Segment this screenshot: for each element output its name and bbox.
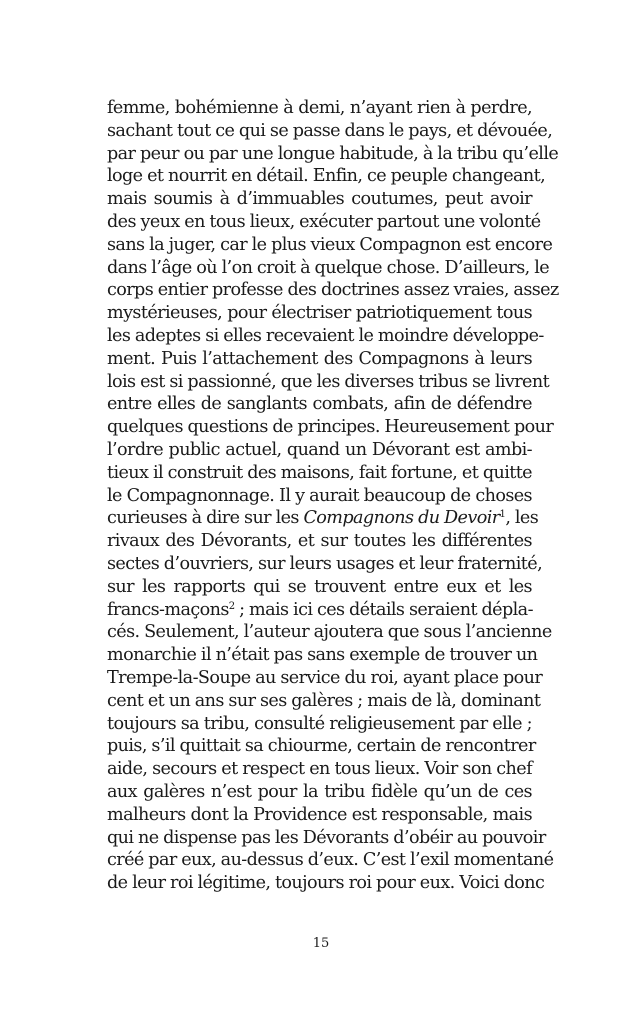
text-line: cent et un ans sur ses galères ; mais de là, dominant	[107, 690, 541, 711]
text-line: malheurs dont la Providence est responsable, mais	[107, 804, 532, 825]
text-run: curieuses à dire sur les	[107, 508, 304, 529]
body-text	[107, 97, 559, 895]
text-line: sans la juger, car le plus vieux Compagnon est encore	[107, 234, 553, 255]
text-line: tieux il construit des maisons, fait fortune, et quitte	[107, 462, 532, 483]
text-line: ment. Puis l’attachement des Compagnons à leurs	[107, 348, 532, 369]
text-line: mais soumis à d’immuables coutumes, peut avoir	[107, 189, 532, 210]
text-line: loge et nourrit en détail. Enfin, ce peuple changeant,	[107, 166, 546, 187]
text-line: par peur ou par une longue habitude, à la tribu qu’elle	[107, 143, 559, 164]
footnote-marker[interactable]: 2	[228, 600, 235, 612]
text-run: francs-maçons	[107, 599, 229, 620]
text-line: lois est si passionné, que les diverses tribus se livrent	[107, 371, 550, 392]
text-line: dans l’âge où l’on croit à quelque chose. D’ailleurs, le	[107, 257, 550, 278]
italic-title: Compagnons du Devoir	[303, 508, 500, 529]
text-line: l’ordre public actuel, quand un Dévorant est ambi-	[107, 439, 532, 460]
text-line: aux galères n’est pour la tribu fidèle qu’un de ces	[107, 781, 532, 802]
text-line: toujours sa tribu, consulté religieusement par elle ;	[107, 713, 532, 734]
text-line: quelques questions de principes. Heureusement pour	[107, 417, 554, 438]
text-line: puis, s’il quittait sa chiourme, certain de rencontrer	[107, 736, 536, 757]
text-line: de leur roi légitime, toujours roi pour eux. Voici donc	[107, 873, 545, 894]
text-line: qui ne dispense pas les Dévorants d’obéir au pouvoir	[107, 827, 546, 848]
text-line: entre elles de sanglants combats, afin de défendre	[107, 394, 532, 415]
page-number: 15	[312, 936, 330, 951]
text-line: le Compagnonnage. Il y aurait beaucoup de choses	[107, 485, 532, 506]
text-line: des yeux en tous lieux, exécuter partout une volonté	[107, 211, 541, 232]
text-run: ; mais ici ces détails seraient dépla-	[234, 599, 533, 620]
footnote-marker[interactable]: 1	[499, 509, 506, 521]
text-line: cés. Seulement, l’auteur ajoutera que sous l’ancienne	[107, 622, 552, 643]
text-line: sur les rapports qui se trouvent entre eux et les	[107, 576, 532, 597]
text-line: mystérieuses, pour électriser patriotiquement tous	[107, 303, 532, 324]
text-line: sectes d’ouvriers, sur leurs usages et leur fraternité,	[107, 553, 543, 574]
text-line: femme, bohémienne à demi, n’ayant rien à perdre,	[107, 98, 532, 118]
text-line: Trempe-la-Soupe au service du roi, ayant place pour	[107, 667, 543, 688]
text-line-footnote	[107, 599, 532, 622]
text-line-italic	[107, 507, 539, 530]
text-line: sachant tout ce qui se passe dans le pays, et dévouée,	[107, 120, 553, 141]
text-line: monarchie il n’était pas sans exemple de trouver un	[107, 645, 538, 666]
text-run: , les	[505, 508, 539, 529]
text-line: aide, secours et respect en tous lieux. Voir son chef	[107, 759, 532, 780]
text-line: les adeptes si elles recevaient le moindre développe-	[107, 325, 544, 346]
text-line: rivaux des Dévorants, et sur toutes les différentes	[107, 531, 532, 552]
text-line: corps entier professe des doctrines assez vraies, assez	[107, 280, 559, 301]
text-line: créé par eux, au-dessus d’eux. C’est l’exil momentané	[107, 850, 554, 871]
